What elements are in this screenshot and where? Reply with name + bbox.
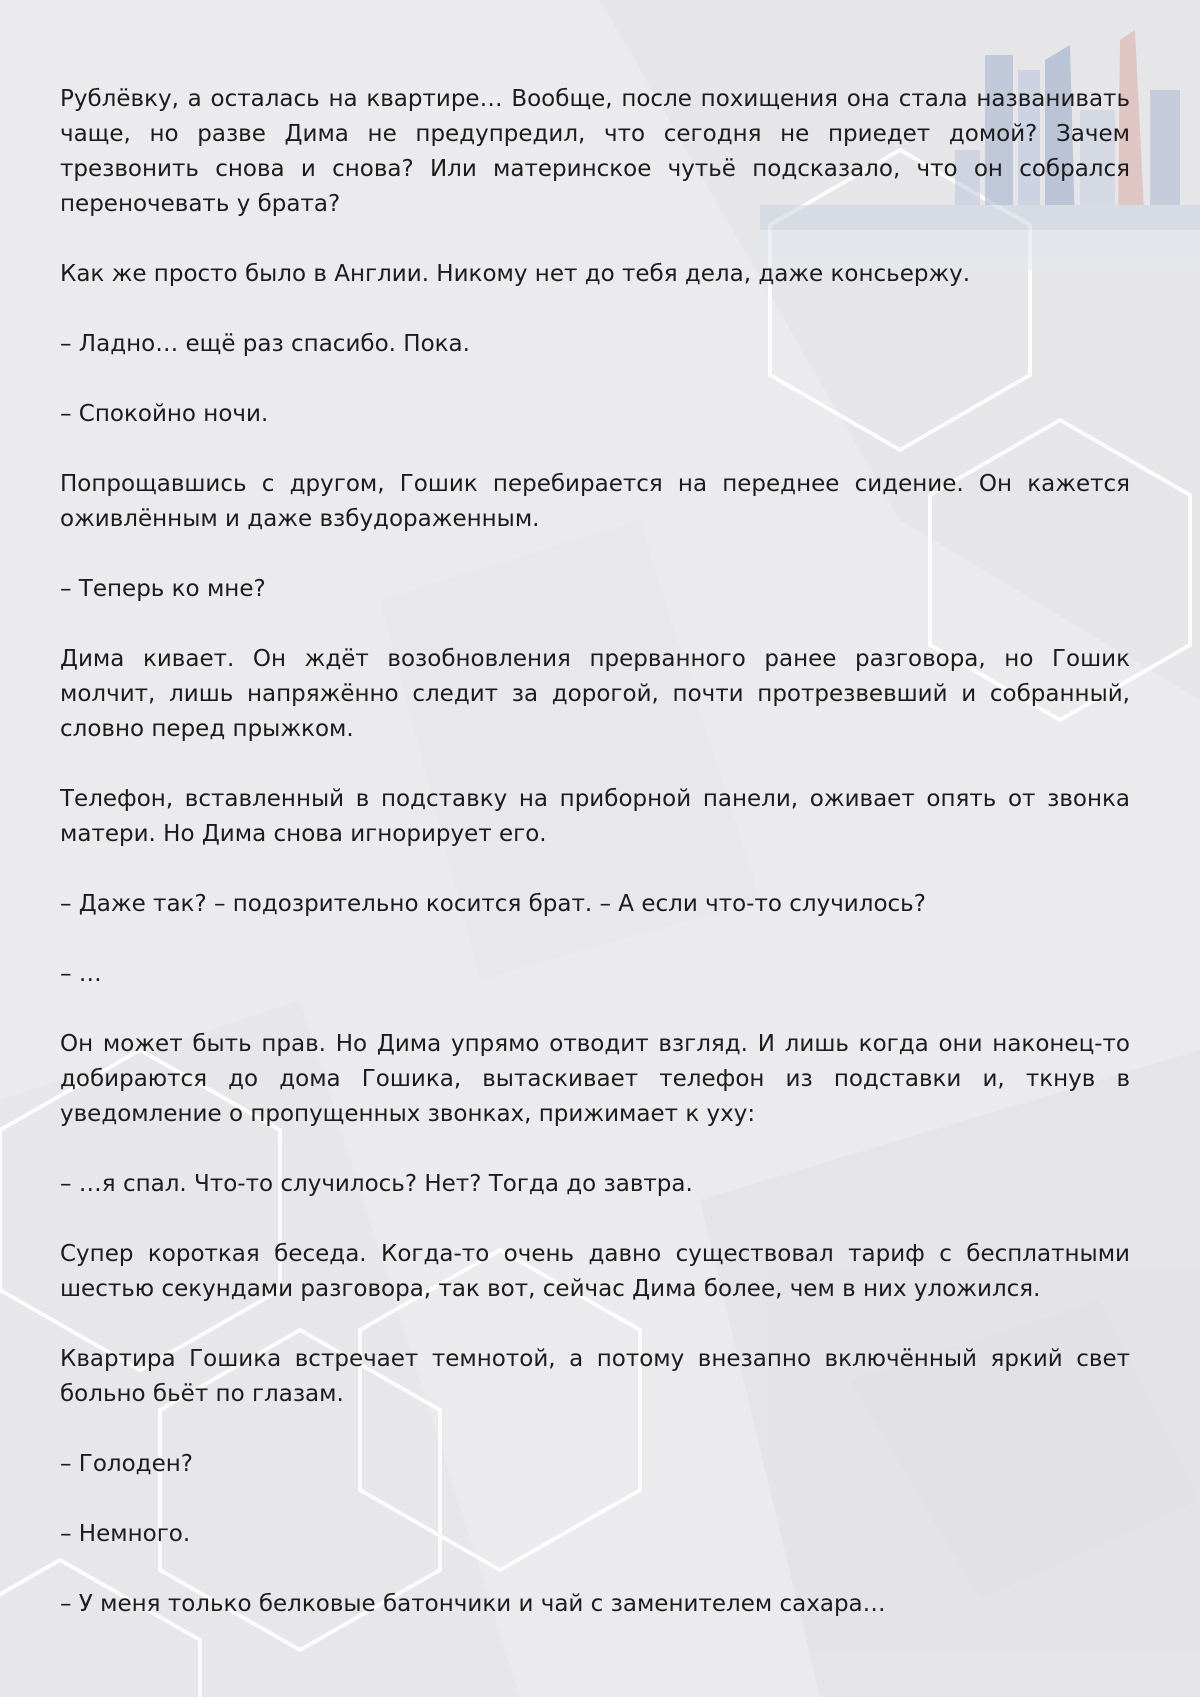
- dialogue-line: – Спокойно ночи.: [60, 401, 269, 427]
- paragraph: Дима кивает. Он ждёт возобновления прерванного ранее разговора, но Гошик молчит, лишь напряжённо следит за дорогой, почти протрезвевший и собранный, словно перед прыжком.: [60, 646, 1130, 742]
- paragraph: Он может быть прав. Но Дима упрямо отводит взгляд. И лишь когда они наконец-то добираются до дома Гошика, вытаскивает телефон из подставки и, ткнув в уведомление о пропущенных звонках, прижимает к уху:: [60, 1031, 1130, 1127]
- paragraph: Как же просто было в Англии. Никому нет до тебя дела, даже консьержу.: [60, 261, 971, 287]
- paragraph: Попрощавшись с другом, Гошик перебирается на переднее сидение. Он кажется оживлённым и даже взбудораженным.: [60, 471, 1130, 532]
- dialogue-line: – Немного.: [60, 1521, 191, 1547]
- paragraph: Телефон, вставленный в подставку на приборной панели, оживает опять от звонка матери. Но Дима снова игнорирует его.: [60, 786, 1130, 847]
- dialogue-line: – …: [60, 961, 102, 987]
- dialogue-line: – Теперь ко мне?: [60, 576, 266, 602]
- dialogue-line: – Даже так? – подозрительно косится брат. – А если что-то случилось?: [60, 891, 926, 917]
- document-text: [60, 82, 1130, 1657]
- dialogue-line: – Голоден?: [60, 1451, 193, 1477]
- dialogue-line: – У меня только белковые батончики и чай с заменителем сахара…: [60, 1591, 886, 1617]
- paragraph: Супер короткая беседа. Когда-то очень давно существовал тариф с бесплатными шестью секундами разговора, так вот, сейчас Дима более, чем в них уложился.: [60, 1241, 1130, 1302]
- paragraph: Рублёвку, а осталась на квартире… Вообще, после похищения она стала названивать чаще, но разве Дима не предупредил, что сегодня не приедет домой? Зачем трезвонить снова и снова? Или материнское чутьё подсказало, что он собрался переночевать у брата?: [60, 86, 1130, 217]
- dialogue-line: – …я спал. Что-то случилось? Нет? Тогда до завтра.: [60, 1171, 693, 1197]
- dialogue-line: – Ладно… ещё раз спасибо. Пока.: [60, 331, 470, 357]
- paragraph: Квартира Гошика встречает темнотой, а потому внезапно включённый яркий свет больно бьёт по глазам.: [60, 1346, 1130, 1407]
